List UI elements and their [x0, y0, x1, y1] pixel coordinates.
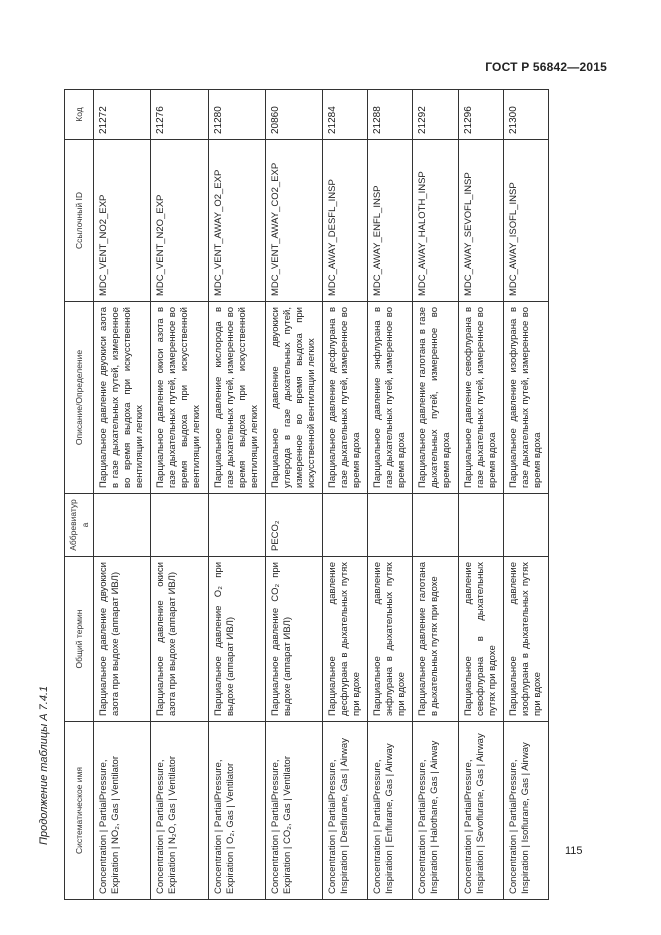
cell-term: Парциальное давление CO₂ при выдохе (аппарат ИВЛ) — [265, 557, 322, 722]
standard-header: ГОСТ Р 56842—2015 — [485, 60, 607, 74]
cell-systematic: Concentration | PartialPressure, Inspiration | Halothane, Gas | Airway — [413, 722, 458, 900]
cell-ref-id: MDC_AWAY_DESFL_INSP — [323, 140, 368, 302]
cell-term: Парциальное давление десфлурана в дыхательных путях при вдохе — [323, 557, 368, 722]
cell-description: Парциальное давление кислорода в газе дыхательных путей, измеренное во время выдоха при искусственной вентиляции легких — [208, 302, 265, 494]
column-header-abbr: Аббревиатура — [65, 494, 94, 557]
cell-term: Парциальное давление энфлурана в дыхательных путях при вдохе — [368, 557, 413, 722]
cell-description: Парциальное давление двуокиси углерода в газе дыхательных путей, измеренное во время выдоха при искусственной вентиляции легких — [265, 302, 322, 494]
cell-abbr — [94, 494, 151, 557]
cell-systematic: Concentration | PartialPressure, Expiration | N₂O, Gas | Ventilator — [151, 722, 208, 900]
cell-code: 20860 — [265, 90, 322, 140]
page-number: 115 — [565, 845, 583, 857]
cell-systematic: Concentration | PartialPressure, Expiration | O₂, Gas | Ventilator — [208, 722, 265, 900]
cell-code: 21284 — [323, 90, 368, 140]
table-row — [458, 90, 503, 900]
table-caption: Продолжение таблицы А 7.4.1 — [38, 685, 50, 845]
cell-systematic: Concentration | PartialPressure, Expiration | NO₂, Gas | Ventilator — [94, 722, 151, 900]
cell-description: Парциальное давление десфлурана в газе дыхательных путей, измеренное во время вдоха — [323, 302, 368, 494]
cell-description: Парциальное давление энфлурана в газе дыхательных путей, измеренное во время вдоха — [368, 302, 413, 494]
cell-ref-id: MDC_VENT_AWAY_CO2_EXP — [265, 140, 322, 302]
cell-term: Парциальное давление окиси азота при выдохе (аппарат ИВЛ) — [151, 557, 208, 722]
cell-term: Парциальное давление севофлурана в дыхательных путях при вдохе — [458, 557, 503, 722]
cell-abbr — [368, 494, 413, 557]
cell-abbr — [413, 494, 458, 557]
cell-code: 21272 — [94, 90, 151, 140]
cell-code: 21276 — [151, 90, 208, 140]
cell-ref-id: MDC_AWAY_SEVOFL_INSP — [458, 140, 503, 302]
cell-ref-id: MDC_VENT_AWAY_O2_EXP — [208, 140, 265, 302]
cell-description: Парциальное давление севофлурана в газе дыхательных путей, измеренное во время вдоха — [458, 302, 503, 494]
cell-code: 21280 — [208, 90, 265, 140]
cell-ref-id: MDC_AWAY_HALOTH_INSP — [413, 140, 458, 302]
table-container — [64, 90, 549, 900]
cell-code: 21296 — [458, 90, 503, 140]
cell-ref-id: MDC_VENT_NO2_EXP — [94, 140, 151, 302]
table-row — [323, 90, 368, 900]
cell-systematic: Concentration | PartialPressure, Inspiration | Enflurane, Gas | Airway — [368, 722, 413, 900]
cell-term: Парциальное давление галотана в дыхательных путях при вдохе — [413, 557, 458, 722]
cell-description: Парциальное давление двуокиси азота в газе дыхательных путей, измеренное во время выдоха при искусственной вентиляции легких — [94, 302, 151, 494]
cell-ref-id: MDC_AWAY_ISOFL_INSP — [503, 140, 548, 302]
table-row — [208, 90, 265, 900]
cell-abbr — [323, 494, 368, 557]
table-header-row — [65, 90, 94, 900]
cell-code: 21288 — [368, 90, 413, 140]
cell-systematic: Concentration | PartialPressure, Inspiration | Sevoflurane, Gas | Airway — [458, 722, 503, 900]
cell-term: Парциальное давление двуокиси азота при выдохе (аппарат ИВЛ) — [94, 557, 151, 722]
column-header-ref-id: Ссылочный ID — [65, 140, 94, 302]
table-row — [503, 90, 548, 900]
table-row — [265, 90, 322, 900]
cell-systematic: Concentration | PartialPressure, Inspiration | Desflurane, Gas | Airway — [323, 722, 368, 900]
terms-table — [64, 89, 549, 900]
cell-description: Парциальное давление окиси азота в газе дыхательных путей, измеренное во время выдоха при искусственной вентиляции легких — [151, 302, 208, 494]
cell-ref-id: MDC_AWAY_ENFL_INSP — [368, 140, 413, 302]
table-row — [151, 90, 208, 900]
cell-term: Парциальное давление O₂ при выдохе (аппарат ИВЛ) — [208, 557, 265, 722]
cell-systematic: Concentration | PartialPressure, Expiration | CO₂, Gas | Ventilator — [265, 722, 322, 900]
cell-description: Парциальное давление галотана в газе дыхательных путей, измеренное во время вдоха — [413, 302, 458, 494]
table-row — [368, 90, 413, 900]
cell-abbr — [151, 494, 208, 557]
cell-code: 21292 — [413, 90, 458, 140]
column-header-term: Общий термин — [65, 557, 94, 722]
table-row — [413, 90, 458, 900]
cell-abbr: PECO₂ — [265, 494, 322, 557]
cell-abbr — [458, 494, 503, 557]
cell-description: Парциальное давление изофлурана в газе дыхательных путей, измеренное во время вдоха — [503, 302, 548, 494]
column-header-description: Описание/Определение — [65, 302, 94, 494]
cell-code: 21300 — [503, 90, 548, 140]
cell-systematic: Concentration | PartialPressure, Inspiration | Isoflurane, Gas | Airway — [503, 722, 548, 900]
column-header-code: Код — [65, 90, 94, 140]
cell-term: Парциальное давление изофлурана в дыхательных путях при вдохе — [503, 557, 548, 722]
cell-abbr — [208, 494, 265, 557]
column-header-systematic: Систематическое имя — [65, 722, 94, 900]
table-row — [94, 90, 151, 900]
cell-abbr — [503, 494, 548, 557]
cell-ref-id: MDC_VENT_N2O_EXP — [151, 140, 208, 302]
